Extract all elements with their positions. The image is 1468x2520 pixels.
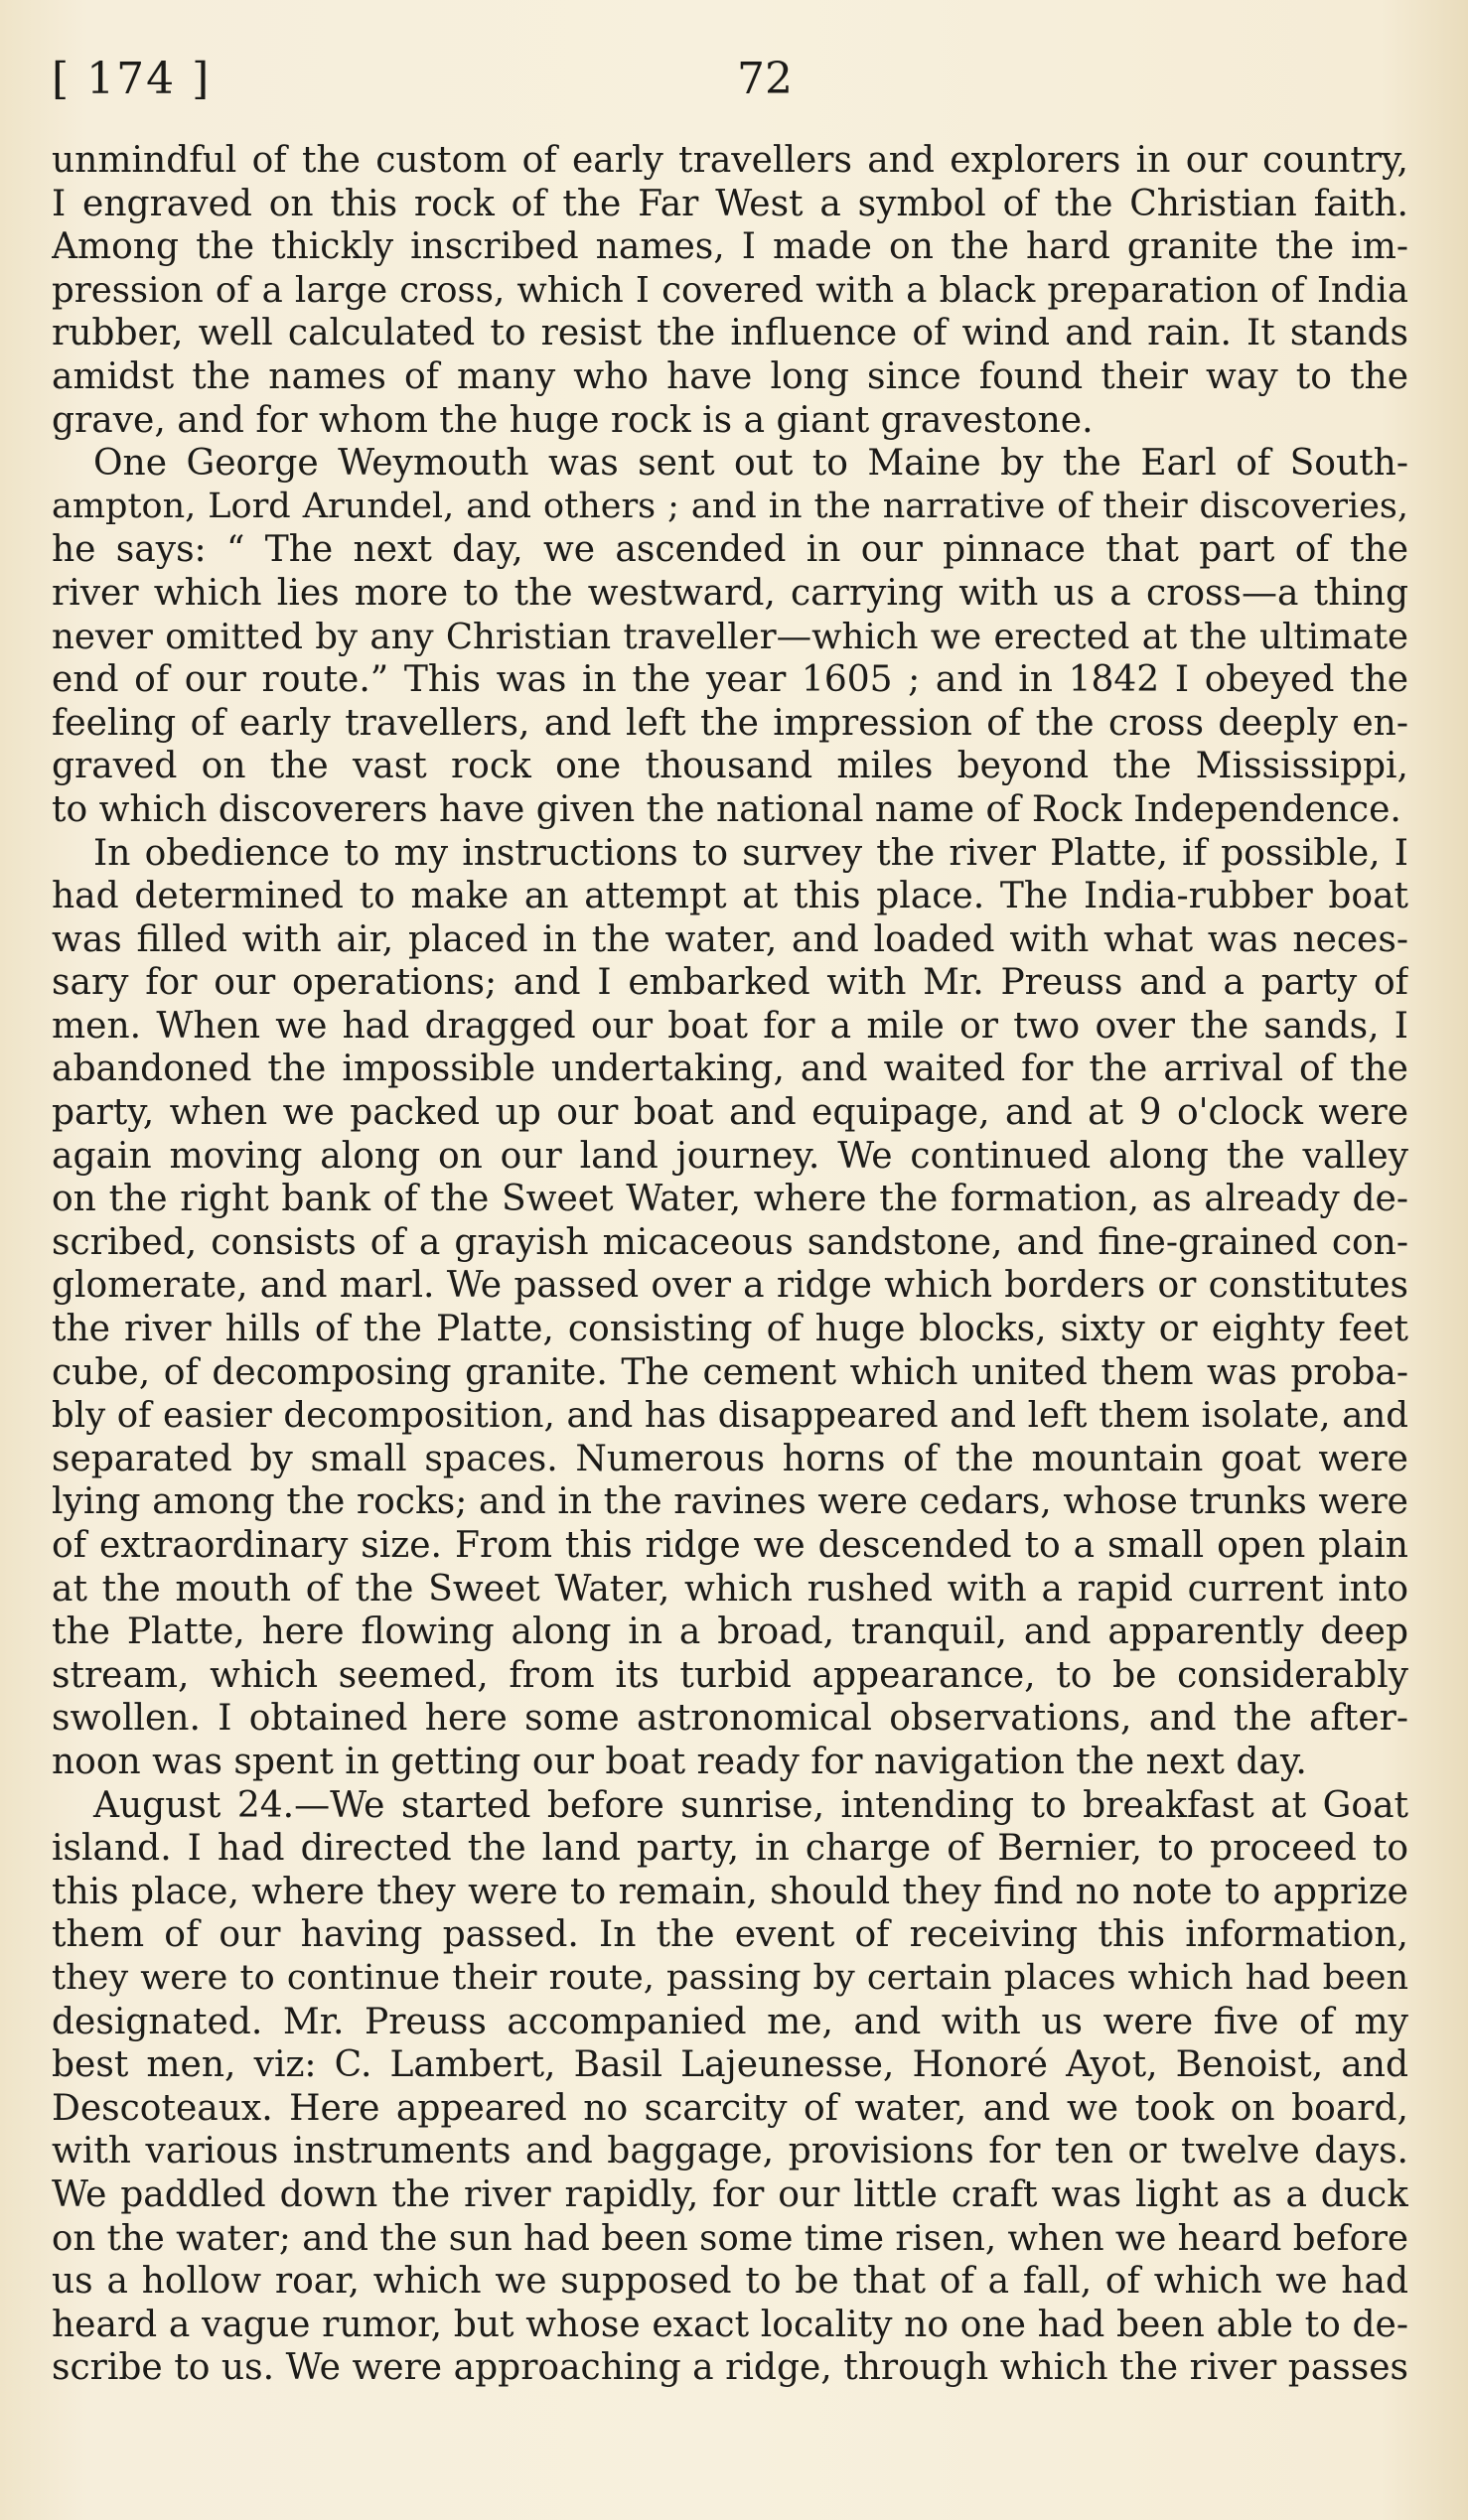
document-number: [ 174 ] [52, 54, 212, 104]
text-line: lying among the rocks; and in the ravines were cedars, whose trunks were [52, 1481, 1408, 1523]
text-line: to which discoverers have given the national name of Rock Independence. [52, 788, 1401, 830]
page-header [52, 50, 1412, 109]
text-line: grave, and for whom the huge rock is a giant gravestone. [52, 399, 1094, 441]
text-line: swollen. I obtained here some astronomical observations, and the after- [52, 1698, 1408, 1740]
text-line: never omitted by any Christian traveller—which we erected at the ultimate [52, 616, 1408, 657]
text-line: cube, of decomposing granite. The cement which united them was proba- [52, 1351, 1408, 1393]
text-line: bly of easier decomposition, and has disappeared and left them isolate, and [52, 1395, 1408, 1437]
body-text [52, 139, 1408, 2390]
text-line: they were to continue their route, passing by certain places which had been [52, 1957, 1408, 1998]
text-line: graved on the vast rock one thousand miles beyond the Mississippi, [52, 746, 1408, 787]
text-line: again moving along on our land journey. We continued along the valley [52, 1135, 1408, 1177]
text-line: I engraved on this rock of the Far West a symbol of the Christian faith. [52, 183, 1408, 224]
text-line: was filled with air, placed in the water, and loaded with what was neces- [52, 918, 1408, 960]
text-line: pression of a large cross, which I covered with a black preparation of India [52, 269, 1408, 311]
text-line: end of our route.” This was in the year 1605 ; and in 1842 I obeyed the [52, 659, 1408, 701]
text-line: river which lies more to the westward, carrying with us a cross—a thing [52, 572, 1408, 614]
text-line: sary for our operations; and I embarked with Mr. Preuss and a party of [52, 962, 1408, 1004]
text-line: August 24.—We started before sunrise, intending to breakfast at Goat [93, 1784, 1408, 1826]
text-line: on the water; and the sun had been some time risen, when we heard before [52, 2217, 1408, 2259]
page-number: 72 [737, 54, 793, 104]
text-line: Descoteaux. Here appeared no scarcity of water, and we took on board, [52, 2087, 1408, 2129]
text-line: on the right bank of the Sweet Water, where the formation, as already de- [52, 1179, 1408, 1220]
text-line: In obedience to my instructions to survey the river Platte, if possible, I [93, 832, 1408, 874]
text-line: stream, which seemed, from its turbid appearance, to be considerably [52, 1654, 1408, 1696]
text-line: ampton, Lord Arundel, and others ; and in the narrative of their discoveries, [52, 486, 1408, 526]
text-line: scribe to us. We were approaching a ridge, through which the river passes [52, 2347, 1408, 2389]
text-line: men. When we had dragged our boat for a mile or two over the sands, I [52, 1005, 1408, 1047]
text-line: of extraordinary size. From this ridge we descended to a small open plain [52, 1525, 1408, 1566]
text-line: had determined to make an attempt at this place. The India-rubber boat [52, 876, 1408, 917]
text-line: with various instruments and baggage, provisions for ten or twelve days. [52, 2131, 1408, 2172]
text-line: at the mouth of the Sweet Water, which rushed with a rapid current into [52, 1568, 1408, 1610]
text-line: island. I had directed the land party, in charge of Bernier, to proceed to [52, 1828, 1408, 1870]
text-line: amidst the names of many who have long since found their way to the [52, 355, 1408, 397]
text-line: heard a vague rumor, but whose exact locality no one had been able to de- [52, 2304, 1408, 2345]
text-line: the Platte, here flowing along in a broad, tranquil, and apparently deep [52, 1611, 1408, 1653]
text-line: abandoned the impossible undertaking, and waited for the arrival of the [52, 1049, 1408, 1090]
text-line: scribed, consists of a grayish micaceous sandstone, and fine-grained con- [52, 1221, 1408, 1263]
text-line: party, when we packed up our boat and equipage, and at 9 o'clock were [52, 1092, 1408, 1134]
text-line: designated. Mr. Preuss accompanied me, and with us were five of my [52, 2001, 1408, 2042]
text-line: the river hills of the Platte, consisting of huge blocks, sixty or eighty feet [52, 1309, 1408, 1350]
text-line: Among the thickly inscribed names, I made on the hard granite the im- [52, 226, 1408, 268]
text-line: this place, where they were to remain, should they find no note to apprize [52, 1871, 1408, 1912]
text-line: glomerate, and marl. We passed over a ridge which borders or constitutes [52, 1265, 1408, 1307]
text-line: them of our having passed. In the event of receiving this information, [52, 1914, 1408, 1956]
text-line: One George Weymouth was sent out to Maine by the Earl of South- [93, 443, 1408, 485]
text-line: separated by small spaces. Numerous horns of the mountain goat were [52, 1438, 1408, 1479]
text-line: us a hollow roar, which we supposed to be that of a fall, of which we had [52, 2261, 1408, 2303]
text-line: he says: “ The next day, we ascended in our pinnace that part of the [52, 529, 1408, 571]
text-line: unmindful of the custom of early travellers and explorers in our country, [52, 140, 1408, 181]
text-line: best men, viz: C. Lambert, Basil Lajeunesse, Honoré Ayot, Benoist, and [52, 2044, 1408, 2086]
text-line: We paddled down the river rapidly, for our little craft was light as a duck [52, 2173, 1408, 2215]
text-line: feeling of early travellers, and left the impression of the cross deeply en- [52, 702, 1408, 744]
text-line: noon was spent in getting our boat ready for navigation the next day. [52, 1741, 1307, 1782]
text-line: rubber, well calculated to resist the influence of wind and rain. It stands [52, 313, 1408, 354]
